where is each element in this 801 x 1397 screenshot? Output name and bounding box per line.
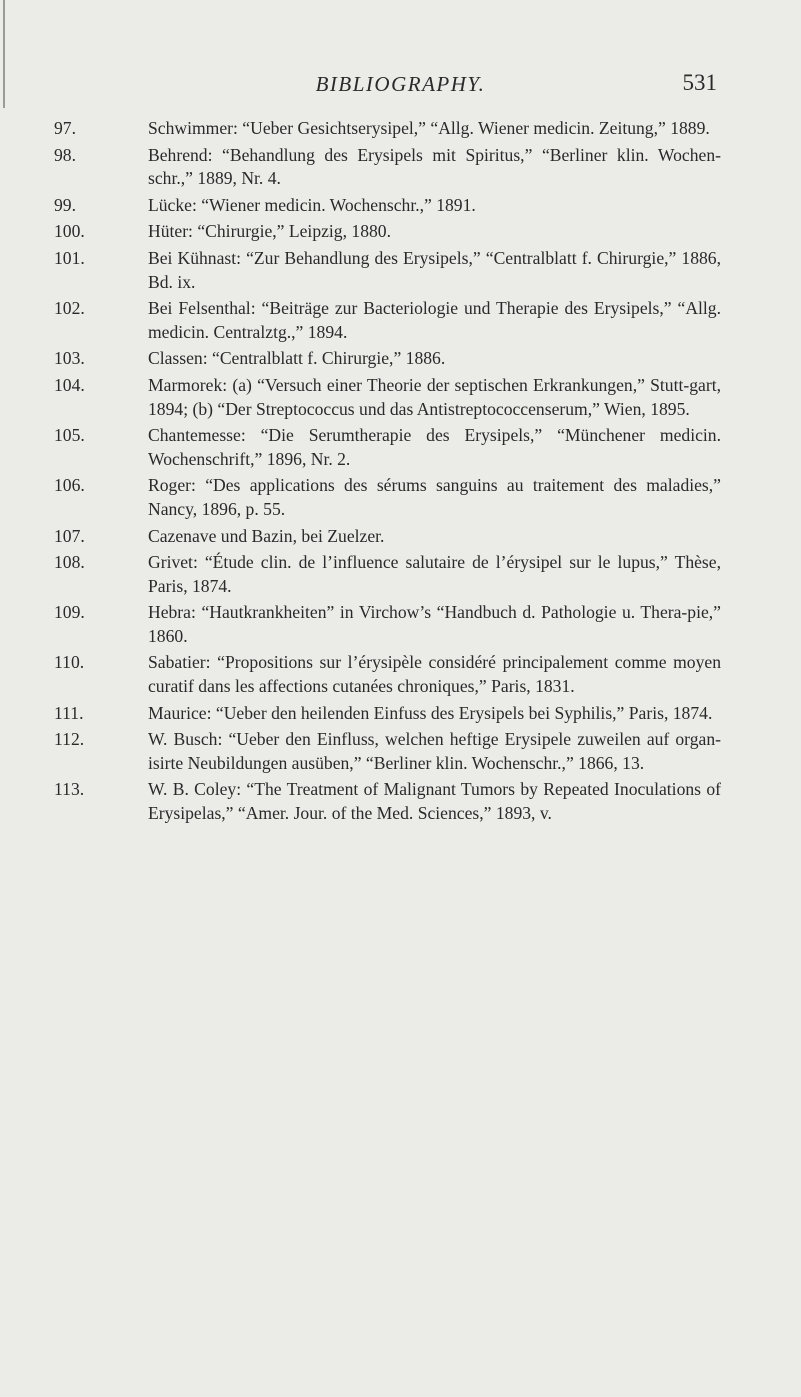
- bibliography-entry: [0, 247, 801, 294]
- entry-text: Lücke: “Wiener medicin. Wochenschr.,” 1891.: [148, 194, 476, 215]
- entry-number: 98.: [54, 144, 76, 165]
- entry-text: Behrend: “Behandlung des Erysipels mit Spiritus,” “Berliner klin. Wochen-schr.,” 1889, Nr. 4.: [148, 144, 721, 189]
- entry-number: 99.: [54, 194, 76, 215]
- entry-number: 102.: [54, 298, 85, 319]
- bibliography-entry: [0, 424, 801, 471]
- entry-text: Marmorek: (a) “Versuch einer Theorie der septischen Erkrankungen,” Stutt-gart, 1894; (b) “Der Streptococcus und das Antistreptococcenserum,” Wien, 1895.: [148, 374, 721, 419]
- entry-text: Roger: “Des applications des sérums sanguins au traitement des maladies,” Nancy, 1896, p. 55.: [148, 475, 721, 519]
- bibliography-entry: [0, 551, 801, 598]
- page-number: 531: [682, 70, 717, 95]
- bibliography-list: [0, 117, 801, 829]
- entry-text: Bei Felsenthal: “Beiträge zur Bacteriologie und Therapie des Erysipels,” “Allg. medicin. Centralztg.,” 1894.: [148, 298, 721, 342]
- bibliography-entry: [0, 194, 801, 218]
- entry-text: Maurice: “Ueber den heilenden Einfuss des Erysipels bei Syphilis,” Paris, 1874.: [148, 702, 713, 723]
- bibliography-entry: [0, 778, 801, 825]
- bibliography-entry: [0, 347, 801, 371]
- entry-text: Bei Kühnast: “Zur Behandlung des Erysipels,” “Centralblatt f. Chirurgie,” 1886, Bd. ix.: [148, 247, 721, 292]
- page-header: [0, 66, 801, 100]
- entry-number: 110.: [54, 652, 85, 673]
- entry-number: 113.: [54, 779, 85, 800]
- entry-number: 105.: [54, 425, 85, 446]
- running-title: BIBLIOGRAPHY.: [315, 72, 486, 96]
- entry-number: 108.: [54, 552, 85, 573]
- entry-text: Hebra: “Hautkrankheiten” in Virchow’s “Handbuch d. Pathologie u. Thera-pie,” 1860.: [148, 602, 721, 646]
- entry-number: 101.: [54, 247, 85, 268]
- entry-number: 103.: [54, 348, 85, 369]
- bibliography-entry: [0, 117, 801, 141]
- entry-text: Chantemesse: “Die Serumtherapie des Erysipels,” “Münchener medicin. Wochenschrift,” 1896, Nr. 2.: [148, 425, 721, 469]
- bibliography-entry: [0, 144, 801, 191]
- entry-number: 100.: [54, 221, 85, 242]
- entry-text: Grivet: “Étude clin. de l’influence salutaire de l’érysipel sur le lupus,” Thèse, Paris, 1874.: [148, 552, 721, 596]
- entry-number: 97.: [54, 118, 76, 138]
- entry-text: Schwimmer: “Ueber Gesichtserysipel,” “Allg. Wiener medicin. Zeitung,” 1889.: [148, 118, 710, 138]
- bibliography-entry: [0, 474, 801, 521]
- entry-text: Sabatier: “Propositions sur l’érysipèle considéré principalement comme moyen curatif dans les affections cutanées chroniques,” Paris, 1831.: [148, 652, 721, 697]
- bibliography-entry: [0, 297, 801, 344]
- bibliography-entry: [0, 220, 801, 244]
- entry-text: Cazenave und Bazin, bei Zuelzer.: [148, 525, 385, 546]
- bibliography-entry: [0, 728, 801, 775]
- entry-number: 111.: [54, 702, 84, 723]
- entry-number: 104.: [54, 374, 85, 395]
- bibliography-entry: [0, 601, 801, 648]
- entry-number: 107.: [54, 525, 85, 546]
- bibliography-entry: [0, 651, 801, 698]
- entry-number: 109.: [54, 602, 85, 623]
- bibliography-entry: [0, 525, 801, 549]
- entry-number: 112.: [54, 729, 85, 750]
- bibliography-entry: [0, 702, 801, 726]
- entry-text: W. Busch: “Ueber den Einfluss, welchen heftige Erysipele zuweilen auf organ-isirte Neubildungen ausüben,” “Berliner klin. Wochenschr.,” 1866, 13.: [148, 729, 721, 773]
- bibliography-entry: [0, 374, 801, 421]
- entry-number: 106.: [54, 475, 85, 496]
- entry-text: Hüter: “Chirurgie,” Leipzig, 1880.: [148, 221, 391, 242]
- entry-text: Classen: “Centralblatt f. Chirurgie,” 1886.: [148, 348, 446, 369]
- entry-text: W. B. Coley: “The Treatment of Malignant Tumors by Repeated Inoculations of Erysipelas,” “Amer. Jour. of the Med. Sciences,” 1893, v.: [148, 779, 721, 824]
